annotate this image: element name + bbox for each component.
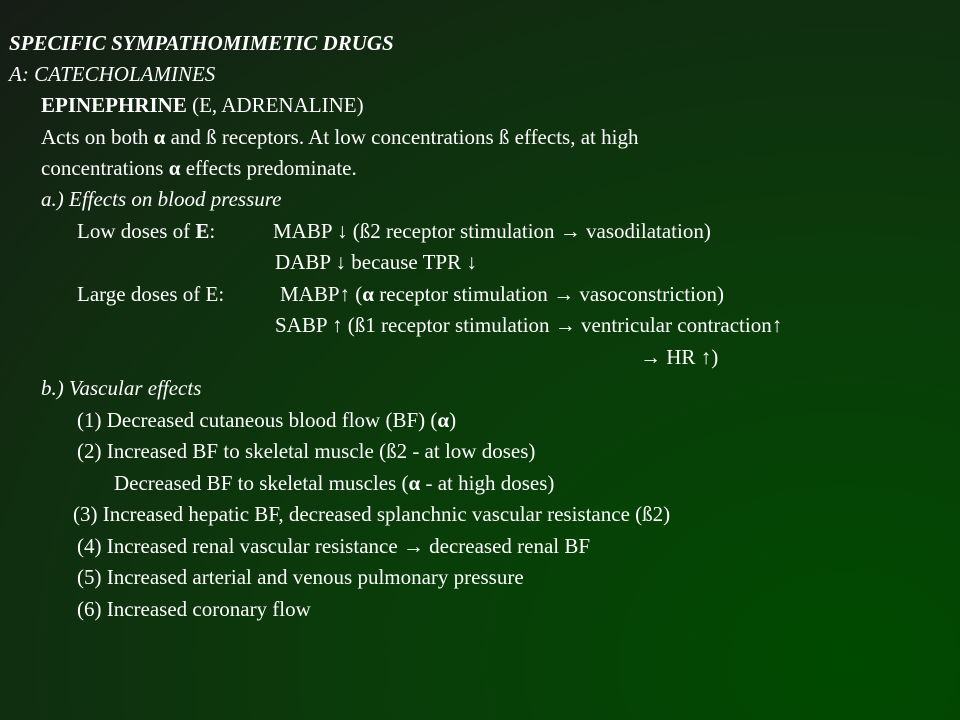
low-dose-label: Low doses of E: [77,219,216,243]
up-arrow-icon: ↑ [339,282,351,306]
vascular-effect-5: (5) Increased arterial and venous pulmonary pressure [77,565,524,589]
alpha-symbol: α [153,125,166,149]
right-arrow-icon: → [554,313,576,337]
large-dose-sabp: SABP ↑ (ß1 receptor stimulation → ventricular contraction↑ [275,313,783,337]
down-arrow-icon: ↓ [466,250,477,274]
vascular-effect-3: (3) Increased hepatic BF, decreased splanchnic vascular resistance (ß2) [73,502,671,526]
subheading-vascular: b.) Vascular effects [41,376,202,400]
alpha-symbol: α [168,156,181,180]
section-heading: A: CATECHOLAMINES [9,62,216,86]
vascular-effect-1: (1) Decreased cutaneous blood flow (BF) (α) [77,408,457,432]
up-arrow-icon: ↑ [332,313,343,337]
right-arrow-icon: → [402,534,424,558]
alpha-symbol: α [408,471,421,495]
down-arrow-icon: ↓ [335,250,346,274]
drug-heading [41,92,364,118]
large-dose-label: Large doses of E: [77,282,225,306]
subheading-blood-pressure: a.) Effects on blood pressure [41,187,282,211]
low-dose-dabp: DABP ↓ because TPR ↓ [275,250,477,274]
alpha-symbol: α [362,282,375,306]
right-arrow-icon: → [640,345,661,369]
vascular-effect-2b: Decreased BF to skeletal muscles (α - at high doses) [114,471,555,495]
low-dose-mabp: MABP ↓ (ß2 receptor stimulation → vasodilatation) [273,219,711,243]
alpha-symbol: α [437,408,450,432]
drug-name: EPINEPHRINE [41,93,187,117]
large-dose-mabp: MABP↑ (α receptor stimulation → vasoconstriction) [280,282,724,306]
down-arrow-icon: ↓ [337,219,348,243]
drug-alias: (E, ADRENALINE) [186,93,364,117]
intro-line-1: Acts on both α and ß receptors. At low concentrations ß effects, at high [41,125,639,149]
up-arrow-icon: ↑ [771,313,783,337]
right-arrow-icon: → [553,282,575,306]
vascular-effect-6: (6) Increased coronary flow [77,597,311,621]
right-arrow-icon: → [559,219,581,243]
slide-title: SPECIFIC SYMPATHOMIMETIC DRUGS [9,31,394,55]
intro-line-2: concentrations α effects predominate. [41,156,357,180]
large-dose-hr: → HR ↑) [640,345,719,369]
up-arrow-icon: ↑ [700,345,712,369]
vascular-effect-4: (4) Increased renal vascular resistance → decreased renal BF [77,534,591,558]
vascular-effect-2: (2) Increased BF to skeletal muscle (ß2 - at low doses) [77,439,536,463]
